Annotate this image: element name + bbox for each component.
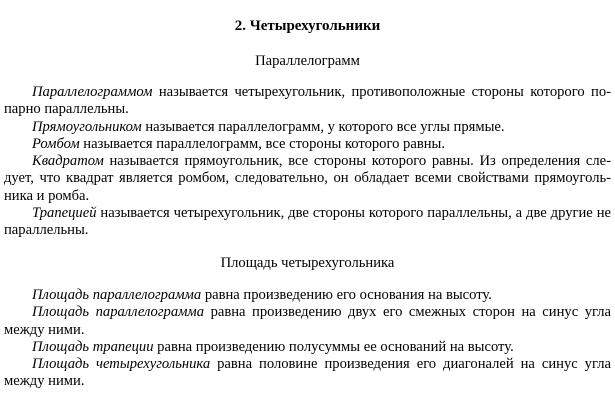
area-quadrilateral-diagonals	[4, 356, 611, 391]
formula-text: равна произведению двух его смежных сторон на синус угла между ними.	[4, 304, 611, 338]
definition-text: называется четырехугольник, две стороны которого параллельны, а две другие не параллельны.	[4, 205, 611, 239]
definition-rectangle	[4, 119, 611, 136]
area-trapezoid	[4, 339, 611, 356]
section-heading-area: Площадь четырехугольника	[220, 255, 395, 271]
formula-text: равна произведению его основания на высоту.	[201, 287, 492, 303]
definition-square	[4, 153, 611, 205]
term: Прямоугольником	[32, 118, 142, 135]
definition-text: называется прямоугольник, все стороны которого равны. Из определения сле-дует, что квадрат является ромбом, следовательно, он обладает всеми свойствами прямоуголь-ника и ромба.	[4, 153, 611, 204]
term: Ромбом	[32, 135, 80, 152]
definition-rhombus	[4, 136, 611, 153]
term: Площадь четырехугольника	[32, 356, 211, 373]
definitions-block	[4, 84, 611, 240]
term: Трапецией	[32, 205, 97, 222]
area-formulas-block	[4, 287, 611, 391]
definition-trapezoid	[4, 205, 611, 240]
term: Квадратом	[32, 153, 104, 170]
definition-text: называется четырехугольник, противоположные стороны которого по-парно параллельны.	[4, 84, 611, 118]
section-heading-parallelogram: Параллелограмм	[255, 53, 360, 69]
term: Площадь параллелограмма	[32, 287, 202, 303]
term: Площадь трапеции	[32, 338, 154, 355]
formula-text: равна произведению полусуммы ее оснований на высоту.	[153, 338, 514, 355]
term: Параллелограммом	[32, 84, 153, 100]
page-title: 2. Четырехугольники	[234, 18, 381, 34]
area-parallelogram-base-height	[4, 287, 611, 304]
definition-parallelogram	[4, 84, 611, 119]
formula-text: равна половине произведения его диагоналей на синус угла между ними.	[4, 356, 611, 390]
term: Площадь параллелограмма	[32, 304, 205, 321]
definition-text: называется параллелограмм, все стороны которого равны.	[79, 135, 445, 152]
area-parallelogram-sides-sine	[4, 304, 611, 339]
definition-text: называется параллелограмм, у которого все углы прямые.	[141, 118, 505, 135]
